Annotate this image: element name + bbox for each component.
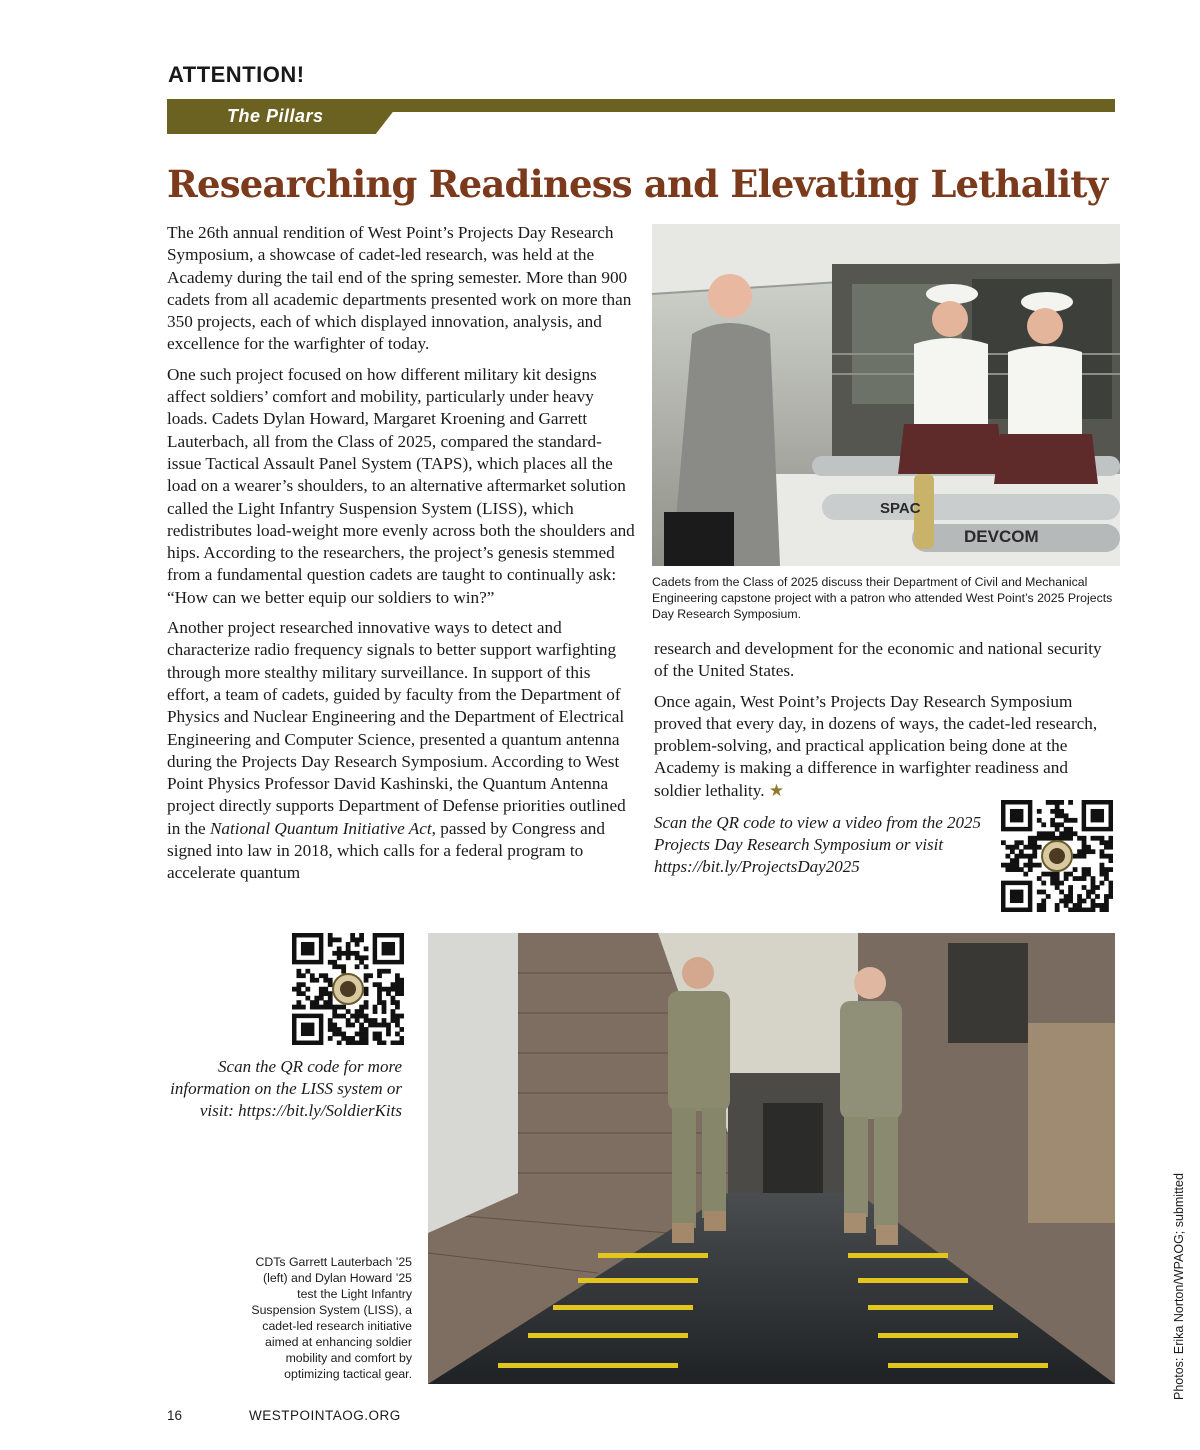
paragraph-4-text: Once again, West Point’s Projects Day Research Symposium proved that every day, in dozens of ways, the cadet-led research, problem-solving, and practical application being done at the Academy is making a difference in warfighter readiness and soldier lethality. xyxy=(654,691,1098,800)
devcom-label: DEVCOM xyxy=(964,527,1039,546)
body-column-left xyxy=(167,222,635,893)
end-star-icon: ★ xyxy=(768,780,785,800)
paragraph-3-part-2: , passed by Congress and signed into law in 2018, which calls for a federal program to accelerate quantum xyxy=(167,818,605,883)
qr-code-soldier-kits[interactable] xyxy=(292,933,404,1045)
paragraph-3-part-1: Another project researched innovative ways to detect and characterize radio frequency signals to better support warfighting through more stealthy military surveillance. In support of this effort, a team of cadets, guided by faculty from the Department of Physics and Nuclear Engineering and the Department of Electrical Engineering and Computer Science, presented a quantum antenna during the Projects Day Research Symposium. According to West Point Physics Professor David Kashinski, the Quantum Antenna project directly supports Department of Defense priorities outlined in the xyxy=(167,618,626,838)
site-url[interactable]: WESTPOINTAOG.ORG xyxy=(249,1408,401,1423)
photo-projects-day-booth xyxy=(652,224,1120,566)
act-title: National Quantum Initiative Act xyxy=(209,818,432,838)
spac-label: SPAC xyxy=(880,500,921,517)
paragraph-4 xyxy=(654,691,1116,802)
qr-note-projects-day: Scan the QR code to view a video from the 2025 Projects Day Research Symposium or visit https://bit.ly/ProjectsDay2025 xyxy=(654,813,982,876)
photo-liss-test xyxy=(428,933,1115,1384)
body-column-right xyxy=(654,638,1116,810)
pillar-label: The Pillars xyxy=(227,106,324,126)
photo-top-caption: Cadets from the Class of 2025 discuss their Department of Civil and Mechanical Engineering capstone project with a patron who attended West Point’s 2025 Projects Day Research Symposium. xyxy=(652,575,1113,621)
section-kicker: ATTENTION! xyxy=(168,62,305,87)
paragraph-2: One such project focused on how different military kit designs affect soldiers’ comfort and mobility, particularly under heavy loads. Cadets Dylan Howard, Margaret Kroening and Garrett Lauterbach, all from the Class of 2025, compared the standard-issue Tactical Assault Panel System (TAPS), which places all the load on a wearer’s shoulders, to an alternative aftermarket solution called the Light Infantry Suspension System (LISS), which redistributes load-weight more evenly across both the shoulders and hips. According to the researchers, the project’s genesis stemmed from a fundamental question cadets are taught to continually ask: “How can we better equip our soldiers to win?” xyxy=(167,364,635,607)
paragraph-3 xyxy=(167,617,635,885)
qr-note-soldier-kits: Scan the QR code for more information on the LISS system or visit: https://bit.ly/SoldierKits xyxy=(170,1057,402,1120)
page-number: 16 xyxy=(167,1408,183,1423)
qr-code-projects-day[interactable] xyxy=(1001,800,1113,912)
paragraph-3-continued: research and development for the economic and national security of the United States. xyxy=(654,639,1102,681)
article-headline: Researching Readiness and Elevating Lethality xyxy=(167,162,1108,206)
paragraph-1: The 26th annual rendition of West Point’s Projects Day Research Symposium, a showcase of cadet-led research, was held at the Academy during the tail end of the spring semester. More than 900 cadets from all academic departments presented work on more than 350 projects, each of which displayed innovation, analysis, and excellence for the warfighter of today. xyxy=(167,223,632,354)
photo-credit: Photos: Erika Norton/WPAOG; submitted xyxy=(1172,1173,1186,1400)
photo-bottom-caption: CDTs Garrett Lauterbach ’25 (left) and Dylan Howard ’25 test the Light Infantry Suspension System (LISS), a cadet-led research initiative aimed at enhancing soldier mobility and comfort by optimizing tactical gear. xyxy=(251,1255,412,1381)
